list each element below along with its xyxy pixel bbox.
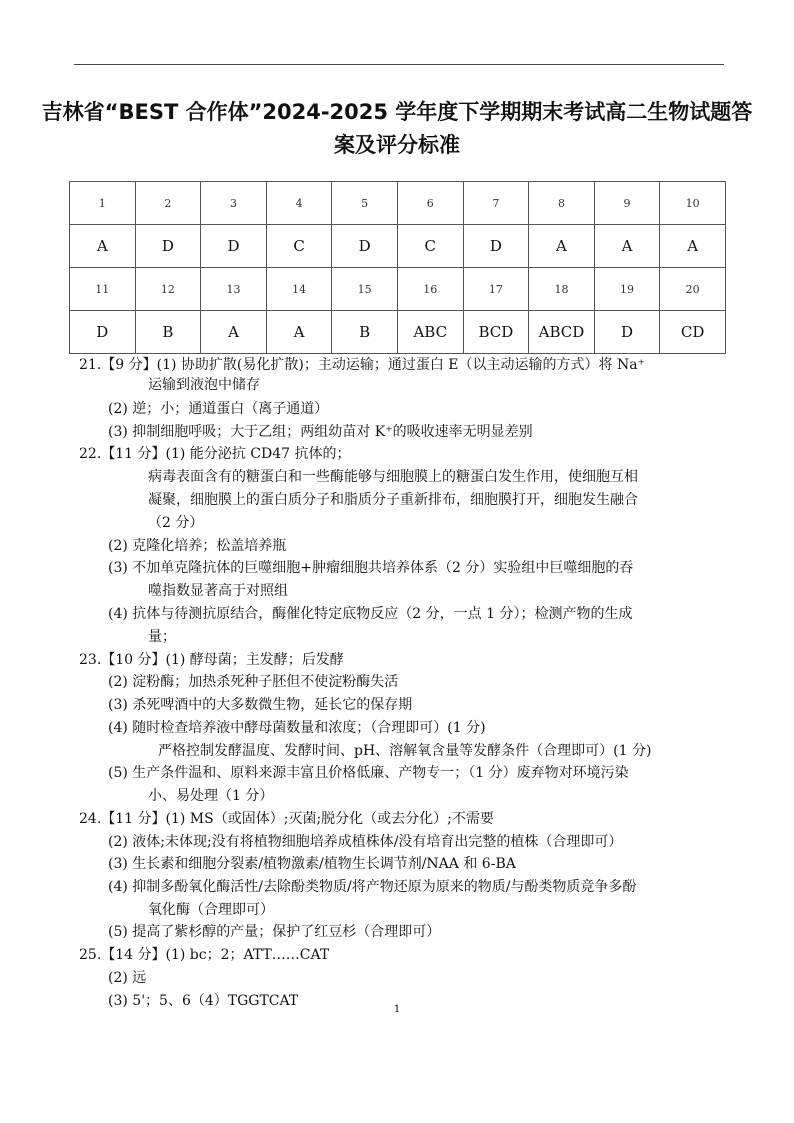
answer-line: (5) 提高了紫杉醇的产量；保护了红豆杉（合理即可） — [108, 924, 441, 940]
answer-line: (2) 远 — [108, 970, 147, 986]
answer-cell: B — [135, 311, 201, 354]
answer-cell: CD — [660, 311, 726, 354]
question-number-cell: 7 — [463, 182, 529, 225]
answer-line: 凝聚，细胞膜上的蛋白质分子和脂质分子重新排布，细胞膜打开，细胞发生融合 — [148, 492, 638, 508]
answer-cell: D — [201, 225, 267, 268]
answer-cell: A — [529, 225, 595, 268]
question-number-cell: 8 — [529, 182, 595, 225]
question-number-cell: 17 — [463, 268, 529, 311]
question-number-cell: 16 — [397, 268, 463, 311]
question-number-cell: 15 — [332, 268, 398, 311]
answer-line: 运输到液泡中储存 — [148, 377, 260, 393]
answer-line: 21.【9 分】(1) 协助扩散(易化扩散)；主动运输；通过蛋白 E（以主动运输的方式）将 Na⁺ — [79, 357, 645, 373]
question-number-cell: 4 — [266, 182, 332, 225]
answer-cell: A — [594, 225, 660, 268]
question-number-cell: 19 — [594, 268, 660, 311]
answer-cell: BCD — [463, 311, 529, 354]
answer-cell: A — [660, 225, 726, 268]
question-number-cell: 6 — [397, 182, 463, 225]
answer-line: 24.【11 分】(1) MS（或固体）;灭菌;脱分化（或去分化）;不需要 — [79, 811, 494, 827]
answer-cell: C — [397, 225, 463, 268]
answer-line: 氧化酶（合理即可） — [148, 902, 274, 918]
answer-line: (5) 生产条件温和、原料来源丰富且价格低廉、产物专一；（1 分）废弃物对环境污染 — [108, 765, 629, 781]
answer-cell: D — [135, 225, 201, 268]
answer-line: (4) 随时检查培养液中酵母菌数量和浓度；（合理即可）(1 分) — [108, 720, 486, 736]
answer-cell: D — [594, 311, 660, 354]
document-title-line-1: 吉林省“BEST 合作体”2024-2025 学年度下学期期末考试高二生物试题答 — [41, 100, 753, 124]
answer-line: (3) 不加单克隆抗体的巨噬细胞+肿瘤细胞共培养体系（2 分）实验组中巨噬细胞的吞 — [108, 560, 634, 576]
answer-line: (4) 抑制多酚氧化酶活性/去除酚类物质/将产物还原为原来的物质/与酚类物质竞争多酚 — [108, 879, 637, 895]
answer-line: (2) 克隆化培养；松盖培养瓶 — [108, 538, 287, 554]
answer-line: 小、易处理（1 分） — [148, 788, 274, 804]
question-number-cell: 9 — [594, 182, 660, 225]
answer-line: 量； — [148, 629, 176, 645]
answer-line: (2) 逆；小；通道蛋白（离子通道） — [108, 401, 329, 417]
answer-line: (2) 淀粉酶；加热杀死种子胚但不使淀粉酶失活 — [108, 674, 399, 690]
question-number-cell: 5 — [332, 182, 398, 225]
answer-line: 25.【14 分】(1) bc；2；ATT……CAT — [79, 947, 330, 963]
question-number-cell: 10 — [660, 182, 726, 225]
answer-line: 23.【10 分】(1) 酵母菌；主发酵；后发酵 — [79, 652, 344, 668]
answer-line: （2 分） — [148, 515, 204, 531]
answer-cell: A — [201, 311, 267, 354]
answer-line: 严格控制发酵温度、发酵时间、pH、溶解氧含量等发酵条件（合理即可）(1 分) — [158, 743, 652, 759]
answer-line: (2) 液体;未体现;没有将植物细胞培养成植株体/没有培育出完整的植株（合理即可） — [108, 834, 623, 850]
question-number-cell: 14 — [266, 268, 332, 311]
answer-cell: ABC — [397, 311, 463, 354]
page-number: 1 — [393, 1004, 401, 1015]
answer-cell: B — [332, 311, 398, 354]
question-number-cell: 12 — [135, 268, 201, 311]
answer-line: (4) 抗体与待测抗原结合，酶催化特定底物反应（2 分，一点 1 分）；检测产物的生成 — [108, 606, 633, 622]
answer-cell: A — [70, 225, 136, 268]
answer-line: (3) 杀死啤酒中的大多数微生物，延长它的保存期 — [108, 697, 413, 713]
answer-cell: D — [70, 311, 136, 354]
question-number-cell: 1 — [70, 182, 136, 225]
answer-line: 噬指数显著高于对照组 — [148, 583, 288, 599]
question-number-cell: 18 — [529, 268, 595, 311]
answer-line: 病毒表面含有的糖蛋白和一些酶能够与细胞膜上的糖蛋白发生作用，使细胞互相 — [148, 469, 638, 485]
answer-line: (3) 抑制细胞呼吸；大于乙组；两组幼苗对 K⁺的吸收速率无明显差别 — [108, 424, 533, 440]
question-number-cell: 20 — [660, 268, 726, 311]
answer-cell: C — [266, 225, 332, 268]
answer-line: (3) 5'；5、6（4）TGGTCAT — [108, 993, 299, 1009]
question-number-cell: 2 — [135, 182, 201, 225]
answer-cell: ABCD — [529, 311, 595, 354]
question-number-cell: 3 — [201, 182, 267, 225]
answer-line: (3) 生长素和细胞分裂素/植物激素/植物生长调节剂/NAA 和 6-BA — [108, 856, 516, 872]
question-number-cell: 11 — [70, 268, 136, 311]
answer-cell: D — [332, 225, 398, 268]
answer-line: 22.【11 分】(1) 能分泌抗 CD47 抗体的； — [79, 446, 351, 462]
answer-cell: A — [266, 311, 332, 354]
document-title-line-2: 案及评分标准 — [334, 133, 460, 157]
question-number-cell: 13 — [201, 268, 267, 311]
answer-cell: D — [463, 225, 529, 268]
